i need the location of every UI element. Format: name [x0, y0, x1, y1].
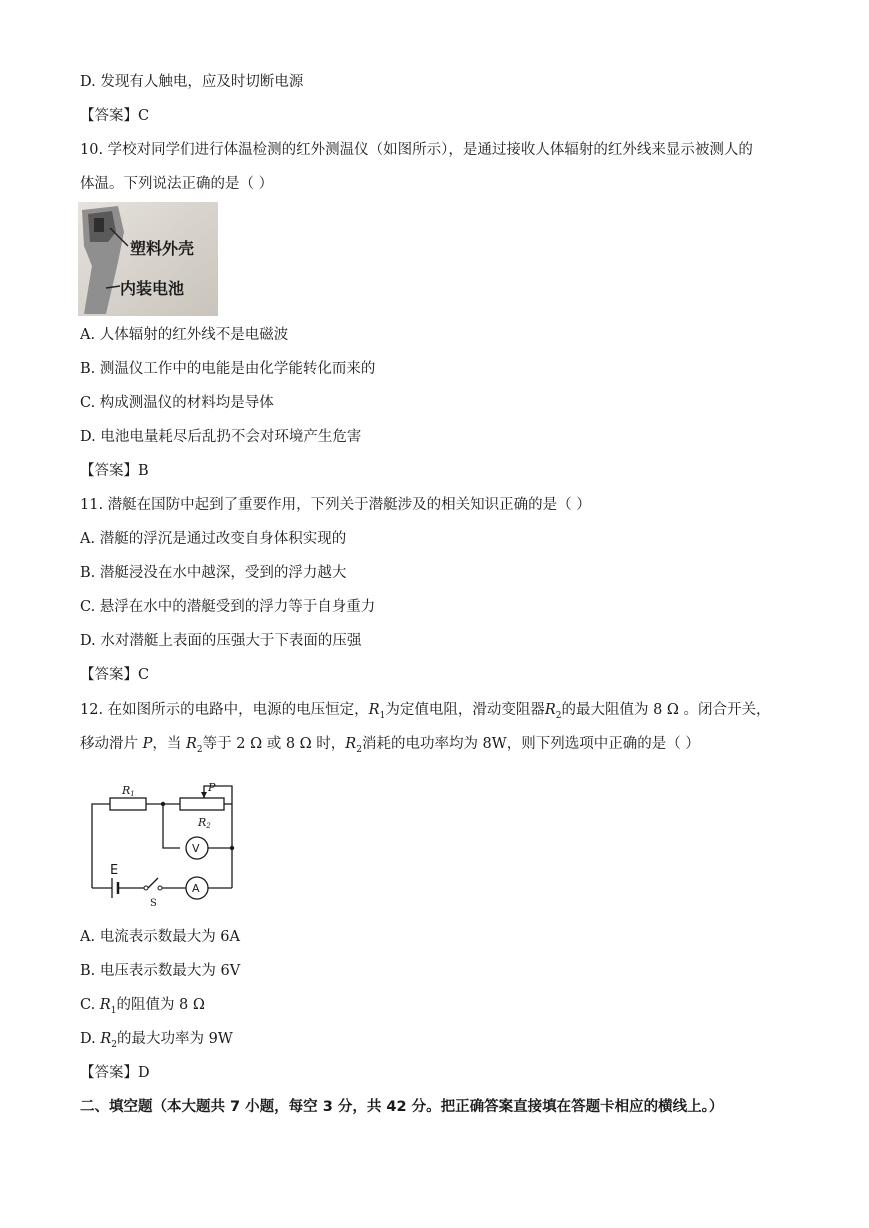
question-10-line1: 10. 学校对同学们进行体温检测的红外测温仪（如图所示），是通过接收人体辐射的红外线来显示被测人的 — [80, 142, 753, 158]
section-heading-fill-blank: 二、填空题（本大题共 7 小题，每空 3 分，共 42 分。把正确答案直接填在答题卡相应的横线上。） — [80, 1099, 724, 1115]
shell-label: 塑料外壳 — [130, 239, 195, 258]
label-e: E — [110, 863, 119, 878]
option-11a: A. 潜艇的浮沉是通过改变自身体积实现的 — [80, 531, 347, 547]
label-v: V — [192, 842, 200, 855]
option-10d: D. 电池电量耗尽后乱扔不会对环境产生危害 — [80, 429, 362, 445]
label-a: A — [192, 882, 200, 895]
option-10b: B. 测温仪工作中的电能是由化学能转化而来的 — [80, 361, 376, 377]
question-12-line1: 12. 在如图所示的电路中，电源的电压恒定，$R_1$为定值电阻，滑动变阻器$R_2$的最大阻值为 8 Ω 。闭合开关， — [80, 702, 771, 721]
option-10c: C. 构成测温仪的材料均是导体 — [80, 395, 274, 411]
question-12-line2: 移动滑片 P，当 $R_2$等于 2 Ω 或 8 Ω 时，$R_2$消耗的电功率均为 8W，则下列选项中正确的是（ ） — [80, 736, 700, 755]
battery-label: 内装电池 — [120, 279, 185, 298]
option-11b: B. 潜艇浸没在水中越深，受到的浮力越大 — [80, 565, 347, 581]
label-r2: R2 — [198, 816, 211, 830]
answer-q9: 【答案】C — [80, 108, 150, 124]
thermometer-photo — [78, 202, 218, 316]
option-11c: C. 悬浮在水中的潜艇受到的浮力等于自身重力 — [80, 599, 376, 615]
question-11: 11. 潜艇在国防中起到了重要作用，下列关于潜艇涉及的相关知识正确的是（ ） — [80, 497, 591, 513]
answer-q12: 【答案】D — [80, 1065, 150, 1081]
option-12c: C. $R_1$的阻值为 8 Ω — [80, 997, 205, 1016]
question-10-line2: 体温。下列说法正确的是（ ） — [80, 176, 274, 192]
label-p: P — [208, 781, 216, 794]
answer-q11: 【答案】C — [80, 667, 150, 683]
label-s: S — [150, 898, 157, 909]
option-12d: D. $R_2$的最大功率为 9W — [80, 1031, 233, 1050]
answer-q10: 【答案】B — [80, 463, 149, 479]
option-12a: A. 电流表示数最大为 6A — [80, 929, 240, 945]
option-12b: B. 电压表示数最大为 6V — [80, 963, 241, 979]
line-option-d-q9: D. 发现有人触电，应及时切断电源 — [80, 74, 304, 90]
label-r1: R1 — [122, 784, 135, 798]
option-10a: A. 人体辐射的红外线不是电磁波 — [80, 327, 289, 343]
circuit-diagram — [80, 778, 240, 913]
option-11d: D. 水对潜艇上表面的压强大于下表面的压强 — [80, 633, 362, 649]
